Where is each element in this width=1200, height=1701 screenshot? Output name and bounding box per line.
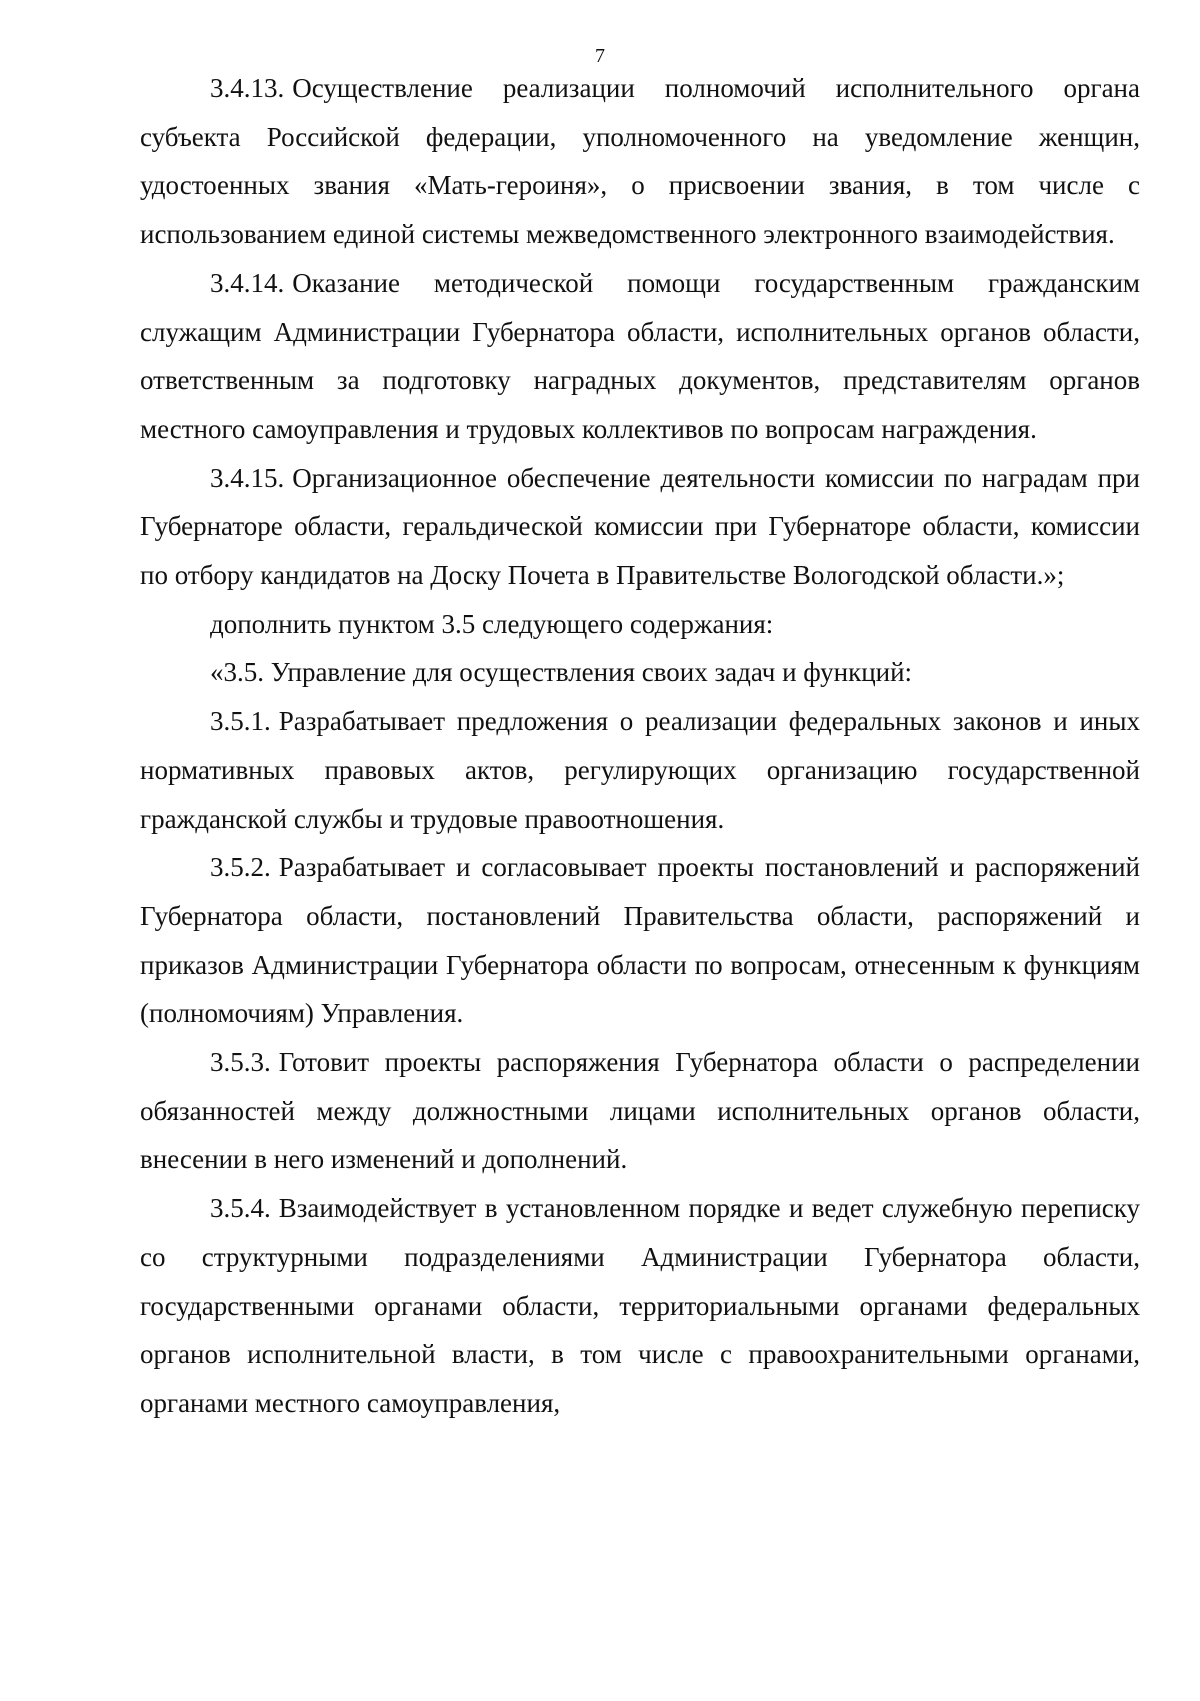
page-number: 7 <box>595 45 605 67</box>
paragraph-amendment-intro <box>140 600 1140 649</box>
paragraph-text: «3.5. Управление для осуществления своих задач и функций: <box>210 657 913 688</box>
paragraph-text: Осуществление реализации полномочий исполнительного органа субъекта Российской федерации, уполномоченного на уведомление женщин, удостоенных звания «Мать-героиня», о присвоении звания, в том числе с использованием единой системы межведомственного электронного взаимодействия. <box>140 73 1140 250</box>
paragraph-text: Организационное обеспечение деятельности комиссии по наградам при Губернаторе области, геральдической комиссии при Губернаторе области, комиссии по отбору кандидатов на Доску Почета в Правительстве Вологодской области.»; <box>140 462 1140 591</box>
clause-number: 3.4.13. <box>210 73 285 103</box>
clause-number: 3.5.3. <box>210 1047 271 1078</box>
paragraph-3-4-14 <box>140 259 1140 454</box>
clause-number: 3.5.2. <box>210 852 271 883</box>
paragraph-3-5-3 <box>140 1038 1140 1184</box>
paragraph-3-5-1 <box>140 697 1140 843</box>
clause-number: 3.5.4. <box>210 1193 271 1224</box>
clause-number: 3.4.14. <box>210 267 285 298</box>
paragraph-3-5-4 <box>140 1184 1140 1428</box>
paragraph-text: Готовит проекты распоряжения Губернатора области о распределении обязанностей между должностными лицами исполнительных органов области, внесении в него изменений и дополнений. <box>140 1047 1140 1175</box>
clause-number: 3.4.15. <box>210 462 285 493</box>
paragraph-text: дополнить пунктом 3.5 следующего содержания: <box>210 608 774 639</box>
paragraph-3-5-heading <box>140 648 1140 697</box>
document-body <box>140 64 1140 1428</box>
paragraph-text: Оказание методической помощи государственным гражданским служащим Администрации Губернатора области, исполнительных органов области, ответственным за подготовку наградных документов, представителям органов местного самоуправления и трудовых коллективов по вопросам награждения. <box>140 267 1140 444</box>
paragraph-3-5-2 <box>140 843 1140 1038</box>
paragraph-3-4-13 <box>140 64 1140 259</box>
paragraph-text: Разрабатывает предложения о реализации федеральных законов и иных нормативных правовых актов, регулирующих организацию государственной гражданской службы и трудовые правоотношения. <box>140 706 1140 834</box>
paragraph-text: Взаимодействует в установленном порядке и ведет служебную переписку со структурными подразделениями Администрации Губернатора области, государственными органами области, территориальными органами федеральных органов исполнительной власти, в том числе с правоохранительными органами, органами местного самоуправления, <box>140 1193 1140 1418</box>
paragraph-3-4-15 <box>140 454 1140 600</box>
paragraph-text: Разрабатывает и согласовывает проекты постановлений и распоряжений Губернатора области, постановлений Правительства области, распоряжений и приказов Администрации Губернатора области по вопросам, отнесенным к функциям (полномочиям) Управления. <box>140 852 1140 1029</box>
clause-number: 3.5.1. <box>210 706 271 737</box>
